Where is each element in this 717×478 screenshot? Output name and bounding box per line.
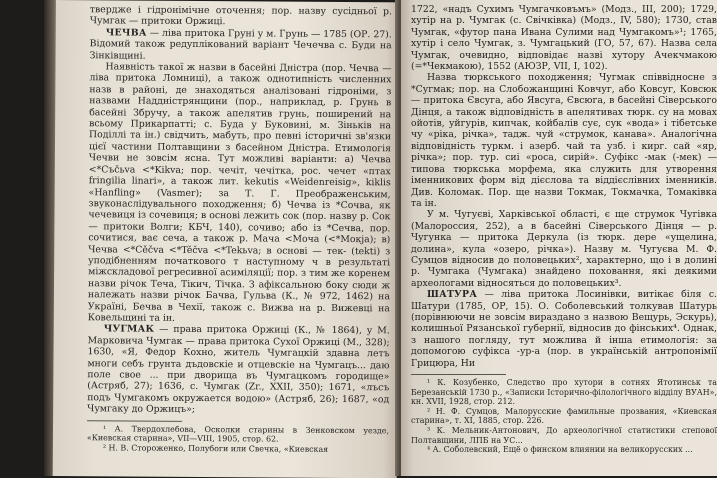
footnote: ³ К. Мельник-Антонович, До археологічної статистики степової Полтавщини, ЛПБ на УС... [411, 425, 717, 445]
entry-chechva: ЧЕЧВА — ліва притока Груні у м. Грунь — 1785 (ОР. 27). Відомий також редуплікований варіант Чечечва с. Буди на Зінківщині. [89, 27, 392, 62]
left-page [53, 0, 400, 478]
footnote: ¹ А. Твердохлебова, Осколки старины в Зенковском уезде, «Киевская старина», VII—VIII, 1905, стор. 62. [86, 423, 390, 444]
footnotes [87, 424, 389, 455]
footnote: ¹ К. Козубенко, Следство про хутори в сотнях Ятотинськ та Березанській 1730 р., «Записки Історично-філологічного відділу ВУАН», кн. XVII, 1928, стор. 212. [411, 378, 717, 407]
footnote-divider [87, 420, 182, 422]
footnote-divider [411, 374, 506, 375]
footnote: ² Н. В. Стороженко, Полубоги или Свечка, «Киевская [102, 443, 329, 454]
footnote: ² Н. Ф. Сумцов, Малорусские фамильные прозвания, «Киевская старина», т. XI, 1885, стор. 226. [411, 406, 717, 426]
headword: ЧУГМАК [103, 323, 155, 336]
headword: ШАТУРА [427, 289, 478, 301]
paragraph: Наявність такої ж назви в басейні Дністра (пор. Чечва — ліва притока Ломниці), а також однотипність численних назв в районі, де знаходяться аналізовані гідроніми, з назвами Наддністрянщини (пор., наприклад, р. Грунь в басейні Збручу, а також апелятив грунь, поширений на всьому Прикарпатті; с. Буда у Буковині, м. Зіньків на Поділлі та ін.) свідчить, мабуть, про певні історичні зв'язки цієї частини Полтавщини з басейном Дністра. Етимологія Чечви не зовсім ясна. Тут можливі варіанти: а) Чечва <*Съčьva <*Kikva; пор. чечіт, чечітка, рос. чечет «птах fringilia linari», а також лит. kekutis «Weidenreisig», kiklis «Hanfling» (Vasmer); за Т. Г. Преображенським, звуконаслідувального походження; б) Чечва із *Сочва, як чечевиця із сочевиця; в основі лежить сок (пор. назву р. Сок — притоки Волги; КБЧ, 140), сочиво; або із *Сечва, пор. сочитися, ває сеча, а також р. Мача <Моча (<*Мокја); в) Чечва <*Cěčva <*Těčva <*Tekьva; в основі — тек- (tekti) з уподібненням початкового т наступному ч в результаті міжскладової регресивної асиміляції; пор. з тим же коренем назви річок Теча, Тікич, Тічка. З афіксальною боку сюди ж належать назви річок Бачва, Гульва (К., № 972, 1462) на Україні, Бечва в Чехії, також с. Вижва на р. Вижевці на Ковельщині та ін. [87, 61, 392, 324]
footnotes [411, 378, 717, 455]
paragraph: 1722, «надъ Сухимъ Чумгачковъмъ» (Модз., III, 200); 1729, хутір на р. Чумгак (с. Свічківка) (Модз., IV, 580); 1730, став Чумгак, «футор пана Ивана Сулими над Чумгакомъ»¹; 1765, хутір і село Чумгак, з. Чумгацький (ГО, 57, 67). Назва села Чумгак, очевидно, відповідає назві хутору Ачекчмакою (=*Чекмакою), 1552 (АЮЗР, VII, I, 102). [411, 4, 717, 73]
footnote: ⁴ А. Соболевский, Ещё о финском влиянии на великорусских ... [427, 445, 693, 455]
entry-shatura: ШАТУРА — ліва притока Лосинівки, витікає біля с. Шатури (1785, ОР, 15). О. Соболевський толкував Шатурь (порівнюючи не зовсім вираздано з назвою Вещурь, Эскурь), колишньої Рязанської губернії, відносив до фінських⁴. Однак, з нашого погляду, тут можлива й інша етимологія: за допомогою суфікса -ур-а (пор. в українській антропонімії Грицюра, Ни [411, 289, 717, 369]
right-page [401, 0, 717, 476]
headword: ЧЕЧВА [105, 27, 147, 39]
entry-chugmak: ЧУГМАК — права притока Оржиці (К., № 1864), у М. Марковича Чумгак — права притока Сухої Оржиці (М., 328); 1630, «Я, Федор Кохно, житель Чумгацкій здавна летъ многи себъ грунта дъдовскіе и отцевскіе на Чумгацъ... даю поле свое ... при дворища въ Чумгацкомъ городище» (Астряб, 27); 1636, с. Чумгак (Zr., XXII, 350); 1671, «лъсъ подъ Чумгакомъ окружается водою» (Астряб, 26); 1687, «од Чумгаку до Оржицъ»; [87, 323, 390, 416]
paragraph: Назва тюркського походження; Чугмак співвідносне з *Сугмак; пор. на Слобожанщині Ковчуг, або Ковсуг, Ковсюк — притока Євсуга, або Явсуга, Євсюга, в басейні Сіверського Дінця, а також відповідність в апелятивах тюрк. су на мовах ойотів, уйгурів, кипчак, койбалів сує, сук «вода» і тібетське чу «ріка, річка», тадж. чуй «струмок, канава». Аналогічна відповідність туркм. і азерб. чай та узб. і кирг. сай «яр, річка»; пор. тур. сиі «роса, сирій». Суфікс -мак (-мек) — типова тюркська морфема, яка служить для утворення іменникових форм від дієслова та віддієслівних іменників. Див. Коломак. Пор. ще назви Токмак, Токмачка, Томаківка та ін. [411, 72, 717, 209]
paragraph: У м. Чугуєві, Харківської області, є ще струмок Чугівка (Малороссия, 252), а в басейні Сіверського Дінця — р. Чугунка — притока Деркула (із тюрк. дере «ущелина, долина», кула «озеро, річка»). Назву м. Чугуєва М. Ф. Сумцов відносив до половецьких², характерно, що і в долині р. Чумгака (Чумгака) знайдено поховання, які деякими археологами відносяться до половецьких³. [411, 209, 717, 289]
paragraph: твердже і гідронімічне оточення; пор. назву сусідньої р. Чумгак — притоки Оржиці. [89, 4, 392, 28]
